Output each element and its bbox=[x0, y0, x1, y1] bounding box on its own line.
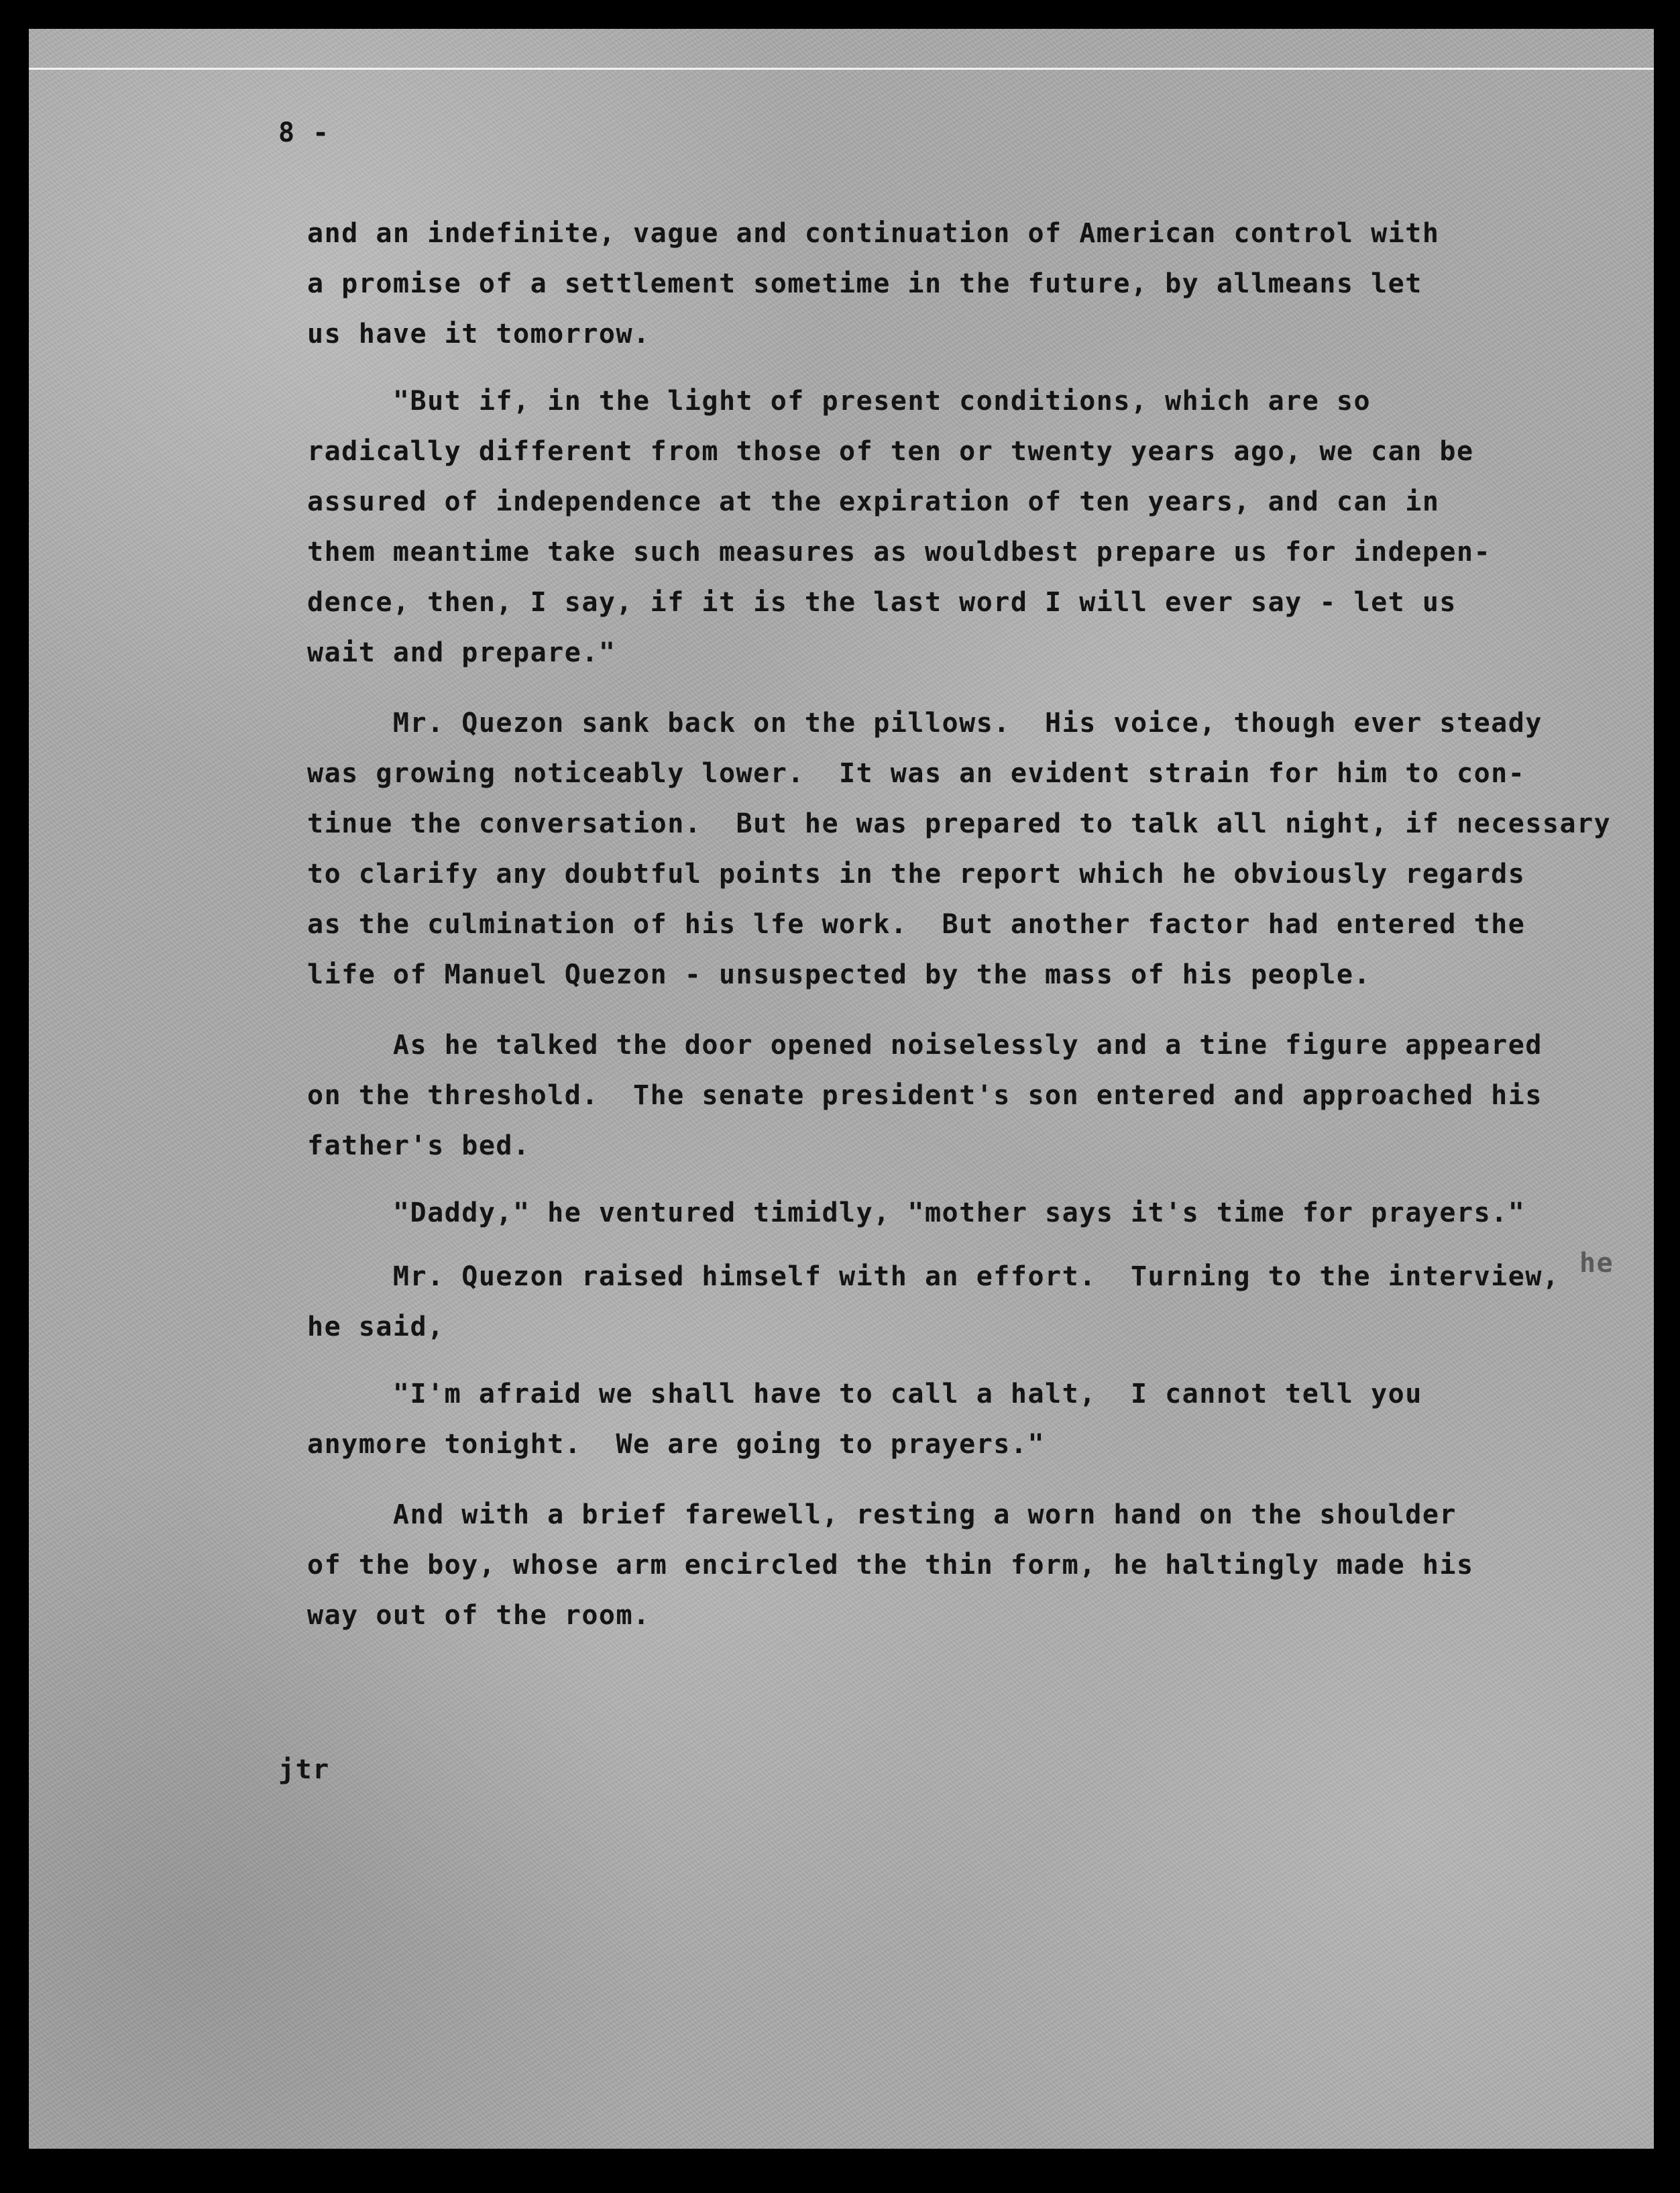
text-line: dence, then, I say, if it is the last word I will ever say - let us bbox=[307, 587, 1457, 618]
text-line: Mr. Quezon raised himself with an effort. Turning to the interview, bbox=[307, 1261, 1560, 1292]
text-line: anymore tonight. We are going to prayers." bbox=[307, 1429, 1046, 1460]
text-line: on the threshold. The senate president's son entered and approached his bbox=[307, 1080, 1543, 1111]
top-edge-line bbox=[29, 68, 1654, 70]
text-line: "Daddy," he ventured timidly, "mother says it's time for prayers." bbox=[307, 1197, 1526, 1228]
text-line: and an indefinite, vague and continuation of American control with bbox=[307, 218, 1440, 249]
text-line: way out of the room. bbox=[307, 1600, 651, 1631]
text-line: assured of independence at the expiration of ten years, and can in bbox=[307, 486, 1440, 517]
text-line: as the culmination of his lfe work. But another factor had entered the bbox=[307, 909, 1526, 940]
typist-initials: jtr bbox=[278, 1754, 330, 1785]
text-line: us have it tomorrow. bbox=[307, 319, 651, 350]
text-line: As he talked the door opened noiselessly and a tine figure appeared bbox=[307, 1030, 1543, 1061]
text-line: life of Manuel Quezon - unsuspected by the mass of his people. bbox=[307, 959, 1371, 990]
text-line: was growing noticeably lower. It was an evident strain for him to con- bbox=[307, 758, 1526, 789]
text-line: Mr. Quezon sank back on the pillows. His voice, though ever steady bbox=[307, 708, 1543, 739]
text-line: tinue the conversation. But he was prepared to talk all night, if necessary bbox=[307, 808, 1612, 839]
text-line: he said, bbox=[307, 1312, 445, 1342]
text-line: And with a brief farewell, resting a worn hand on the shoulder bbox=[307, 1499, 1457, 1530]
text-line: "But if, in the light of present conditions, which are so bbox=[307, 386, 1371, 417]
text-line: of the boy, whose arm encircled the thin form, he haltingly made his bbox=[307, 1550, 1474, 1581]
text-line: a promise of a settlement sometime in the future, by allmeans let bbox=[307, 268, 1422, 299]
text-line: them meantime take such measures as wouldbest prepare us for indepen- bbox=[307, 537, 1492, 568]
text-line: to clarify any doubtful points in the report which he obviously regards bbox=[307, 859, 1526, 890]
text-line: wait and prepare." bbox=[307, 637, 616, 668]
margin-fragment: he bbox=[1579, 1248, 1614, 1279]
text-line: "I'm afraid we shall have to call a halt, I cannot tell you bbox=[307, 1379, 1422, 1409]
text-line: radically different from those of ten or twenty years ago, we can be bbox=[307, 436, 1474, 467]
text-line: father's bed. bbox=[307, 1130, 530, 1161]
page-number: 8 - bbox=[278, 117, 330, 148]
